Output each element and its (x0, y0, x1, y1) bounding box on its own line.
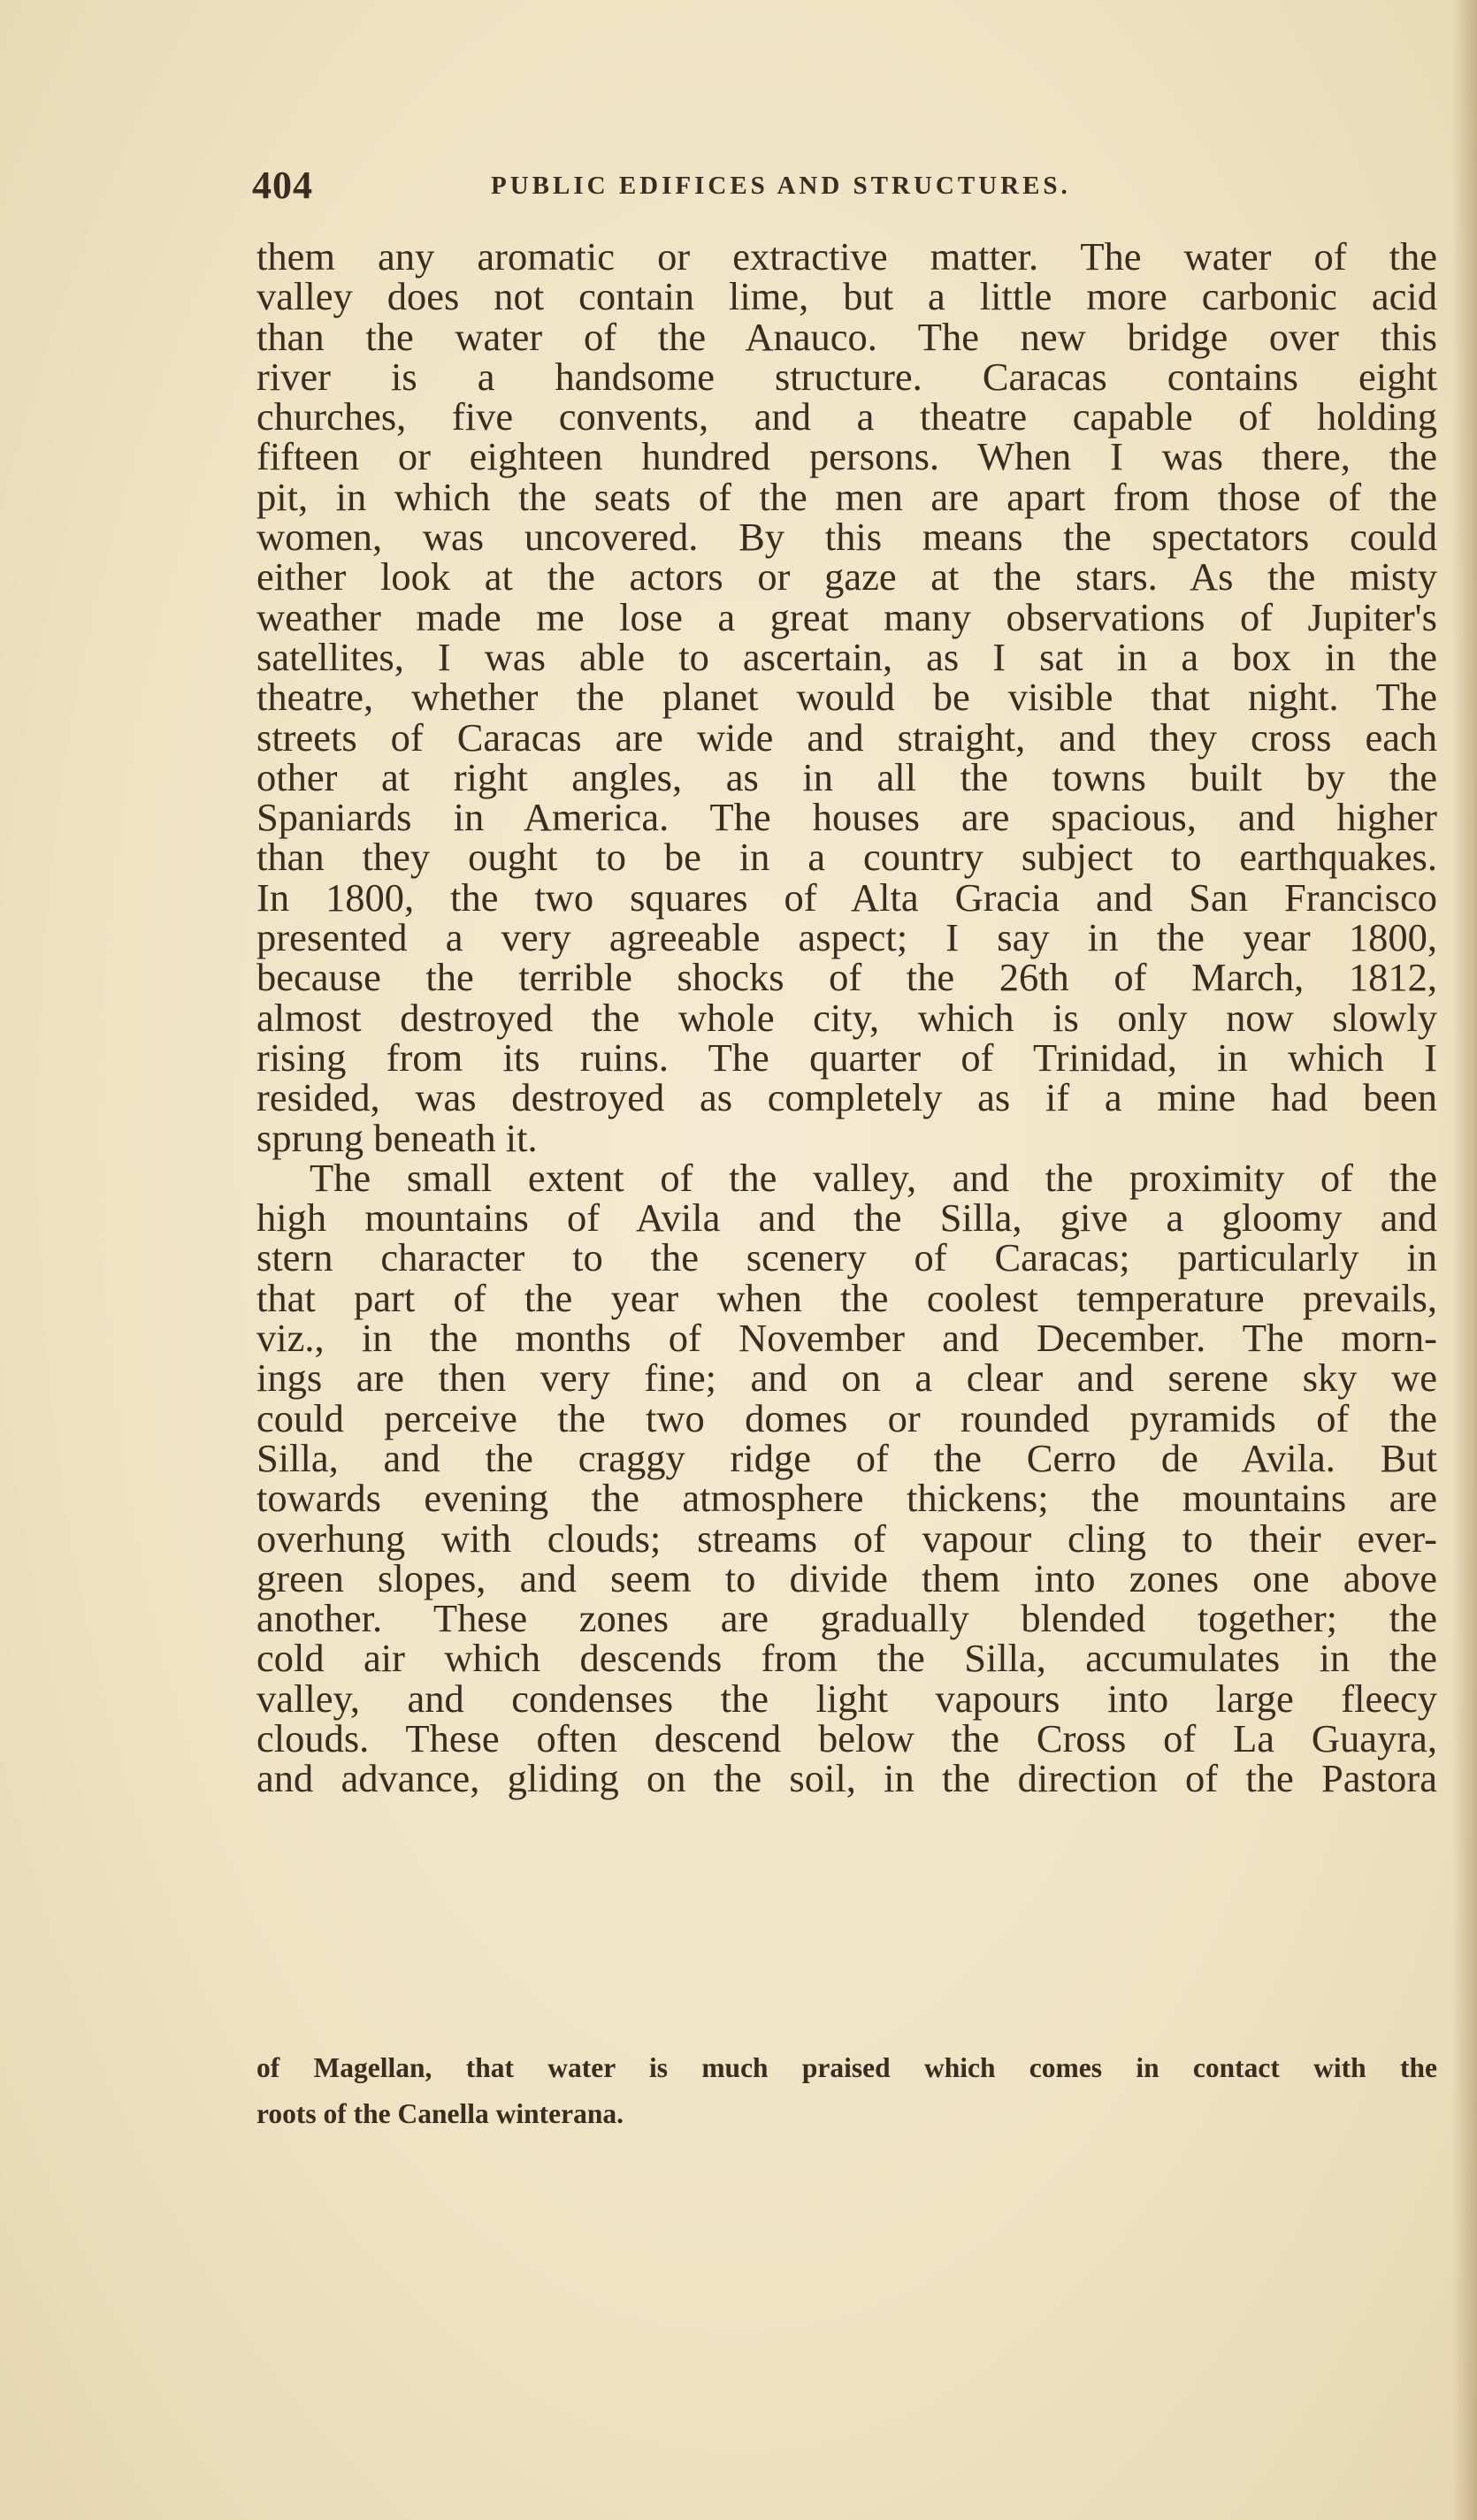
body-line: theatre, whether the planet would be visible that night. The (256, 675, 1437, 720)
page-number: 404 (252, 164, 313, 207)
body-line: high mountains of Avila and the Silla, give a gloomy and (256, 1195, 1437, 1241)
body-line: than the water of the Anauco. The new bridge over this (256, 314, 1437, 359)
footnote-line: roots of the Canella winterana. (256, 2098, 624, 2129)
body-line: Silla, and the craggy ridge of the Cerro de Avila. But (256, 1435, 1437, 1480)
body-line: and advance, gliding on the soil, in the direction of the Pastora (256, 1756, 1437, 1801)
body-line: almost destroyed the whole city, which is only now slowly (256, 995, 1437, 1040)
body-line: than they ought to be in a country subject to earthquakes. (256, 835, 1437, 880)
body-line: overhung with clouds; streams of vapour cling to their ever- (256, 1516, 1437, 1561)
body-text (256, 234, 1437, 1801)
body-line: them any aromatic or extractive matter. The water of the (256, 234, 1437, 279)
body-line: churches, five convents, and a theatre capable of holding (256, 394, 1437, 439)
body-line: towards evening the atmosphere thickens; the mountains are (256, 1476, 1437, 1521)
body-line: could perceive the two domes or rounded pyramids of the (256, 1395, 1437, 1440)
body-line: pit, in which the seats of the men are apart from those of the (256, 474, 1437, 519)
body-line: In 1800, the two squares of Alta Gracia and San Francisco (256, 874, 1437, 920)
body-line: streets of Caracas are wide and straight, and they cross each (256, 714, 1437, 760)
body-line: because the terrible shocks of the 26th of March, 1812, (256, 955, 1437, 1000)
body-line: ings are then very fine; and on a clear and serene sky we (256, 1355, 1437, 1401)
body-line: clouds. These often descend below the Cross of La Guayra, (256, 1715, 1437, 1760)
body-line: river is a handsome structure. Caracas contains eight (256, 354, 1437, 399)
body-line: valley, and condenses the light vapours into large fleecy (256, 1676, 1437, 1721)
running-head: PUBLIC EDIFICES AND STRUCTURES. (491, 172, 1071, 200)
body-line: fifteen or eighteen hundred persons. When I was there, the (256, 434, 1437, 479)
body-line: rising from its ruins. The quarter of Trinidad, in which I (256, 1035, 1437, 1080)
footnote-line: of Magellan, that water is much praised which comes in contact with the (256, 2052, 1437, 2083)
body-line-paragraph-end: sprung beneath it. (256, 1115, 538, 1160)
body-line: either look at the actors or gaze at the stars. As the misty (256, 554, 1437, 599)
body-line: presented a very agreeable aspect; I say in the year 1800, (256, 915, 1437, 960)
body-line-paragraph-start: The small extent of the valley, and the proximity of the (310, 1155, 1437, 1200)
body-line: cold air which descends from the Silla, accumulates in the (256, 1636, 1437, 1681)
body-line: stern character to the scenery of Caracas; particularly in (256, 1235, 1437, 1280)
body-line: weather made me lose a great many observations of Jupiter's (256, 594, 1437, 639)
body-line: Spaniards in America. The houses are spacious, and higher (256, 795, 1437, 840)
footnote (256, 2045, 1437, 2137)
body-line: viz., in the months of November and December. The morn- (256, 1316, 1437, 1361)
body-line: that part of the year when the coolest temperature prevails, (256, 1275, 1437, 1320)
page-header (252, 159, 1437, 212)
page-edge-shadow (1452, 0, 1477, 2520)
body-line: valley does not contain lime, but a little more carbonic acid (256, 274, 1437, 319)
body-line: another. These zones are gradually blended together; the (256, 1596, 1437, 1641)
body-line: other at right angles, as in all the towns built by the (256, 754, 1437, 799)
body-line: green slopes, and seem to divide them into zones one above (256, 1555, 1437, 1600)
body-line: women, was uncovered. By this means the spectators could (256, 515, 1437, 560)
body-line: resided, was destroyed as completely as if a mine had been (256, 1075, 1437, 1120)
body-line: satellites, I was able to ascertain, as I sat in a box in the (256, 634, 1437, 679)
